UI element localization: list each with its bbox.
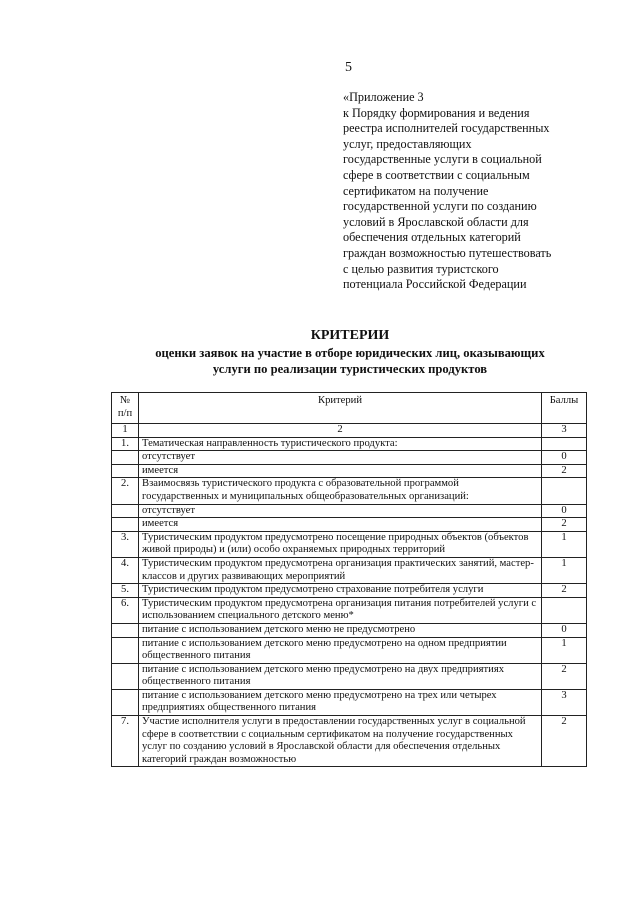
- row-score: 2: [542, 663, 587, 689]
- row-criterion: Туристическим продуктом предусмотрено страхование потребителя услуги: [139, 584, 542, 598]
- appendix-line: потенциала Российской Федерации: [343, 277, 527, 292]
- row-score: 0: [542, 623, 587, 637]
- col-index-criterion: 2: [139, 424, 542, 438]
- col-index-score: 3: [542, 424, 587, 438]
- row-criterion: Тематическая направленность туристического продукта:: [139, 437, 542, 451]
- row-score: 2: [542, 518, 587, 532]
- appendix-line: «Приложение 3: [343, 90, 424, 104]
- table-row: [112, 451, 587, 465]
- row-score: 1: [542, 557, 587, 583]
- header-criterion: Критерий: [139, 393, 542, 424]
- row-num: 3.: [112, 531, 139, 557]
- appendix-line: граждан возможностью путешествовать: [343, 245, 552, 260]
- row-criterion: Туристическим продуктом предусмотрена организация практических занятий, мастер-классов и других развивающих мероприятий: [139, 557, 542, 583]
- appendix-line: с целью развития туристского: [343, 261, 499, 276]
- row-criterion: Туристическим продуктом предусмотрена организация питания потребителей услуги с использованием специального детского меню*: [139, 597, 542, 623]
- table-row: [112, 716, 587, 767]
- row-criterion: питание с использованием детского меню предусмотрено на одном предприятии общественного питания: [139, 637, 542, 663]
- subtitle-line: услуги по реализации туристических продуктов: [212, 361, 488, 376]
- row-score: 1: [542, 531, 587, 557]
- table-row: [112, 689, 587, 715]
- table-row: [112, 464, 587, 478]
- row-num: [112, 689, 139, 715]
- table-row: [112, 623, 587, 637]
- row-score: 3: [542, 689, 587, 715]
- row-num: 5.: [112, 584, 139, 598]
- row-score: 2: [542, 464, 587, 478]
- row-num: [112, 518, 139, 532]
- row-score: [542, 597, 587, 623]
- column-index-row: [112, 424, 587, 438]
- row-criterion: отсутствует: [139, 451, 542, 465]
- row-criterion: отсутствует: [139, 504, 542, 518]
- row-num: [112, 623, 139, 637]
- row-num: 4.: [112, 557, 139, 583]
- row-num: [112, 504, 139, 518]
- row-num: 1.: [112, 437, 139, 451]
- row-num: [112, 451, 139, 465]
- row-num: [112, 663, 139, 689]
- row-criterion: питание с использованием детского меню не предусмотрено: [139, 623, 542, 637]
- document-title: КРИТЕРИИ: [310, 328, 390, 343]
- row-score: 0: [542, 451, 587, 465]
- appendix-line: условий в Ярославской области для: [343, 214, 529, 229]
- table-row: [112, 597, 587, 623]
- row-criterion: питание с использованием детского меню предусмотрено на трех или четырех предприятиях общественного питания: [139, 689, 542, 715]
- row-num: 6.: [112, 597, 139, 623]
- subtitle-line: оценки заявок на участие в отборе юридических лиц, оказывающих: [155, 346, 545, 360]
- row-criterion: Участие исполнителя услуги в предоставлении государственных услуг в социальной сфере в соответствии с социальным сертификатом на получение государственных услуг по созданию условий в Ярославской области для обеспечения отдельных категорий граждан возможностью: [139, 716, 542, 767]
- appendix-line: услуг, предоставляющих: [343, 136, 472, 151]
- row-num: [112, 637, 139, 663]
- appendix-line: государственной услуги по созданию: [343, 199, 537, 214]
- table-row: [112, 663, 587, 689]
- header-score: Баллы: [542, 393, 587, 424]
- appendix-line: обеспечения отдельных категорий: [343, 230, 521, 245]
- document-subtitle: [0, 346, 640, 377]
- table-row: [112, 584, 587, 598]
- appendix-line: государственные услуги в социальной: [343, 152, 542, 167]
- table-row: [112, 637, 587, 663]
- table-row: [112, 478, 587, 504]
- appendix-line: к Порядку формирования и ведения: [343, 105, 530, 120]
- table-row: [112, 518, 587, 532]
- appendix-line: реестра исполнителей государственных: [343, 121, 550, 136]
- appendix-line: сертификатом на получение: [343, 183, 489, 198]
- row-criterion: имеется: [139, 518, 542, 532]
- col-index-num: 1: [112, 424, 139, 438]
- row-num: 7.: [112, 716, 139, 767]
- row-score: 2: [542, 584, 587, 598]
- table-row: [112, 437, 587, 451]
- row-num: [112, 464, 139, 478]
- row-criterion: имеется: [139, 464, 542, 478]
- table-row: [112, 504, 587, 518]
- row-score: 2: [542, 716, 587, 767]
- header-num: № п/п: [112, 393, 139, 424]
- row-criterion: Туристическим продуктом предусмотрено посещение природных объектов (объектов живой природы) и (или) особо охраняемых природных территорий: [139, 531, 542, 557]
- row-num: 2.: [112, 478, 139, 504]
- page-number: 5: [345, 60, 352, 75]
- table-row: [112, 557, 587, 583]
- row-score: [542, 437, 587, 451]
- row-score: 1: [542, 637, 587, 663]
- table-row: [112, 531, 587, 557]
- row-criterion: питание с использованием детского меню предусмотрено на двух предприятиях общественного питания: [139, 663, 542, 689]
- table-header-row: [112, 393, 587, 424]
- appendix-line: сфере в соответствии с социальным: [343, 167, 530, 182]
- criteria-table: [111, 392, 587, 767]
- appendix-reference: [343, 90, 603, 293]
- row-score: [542, 478, 587, 504]
- row-score: 0: [542, 504, 587, 518]
- row-criterion: Взаимосвязь туристического продукта с образовательной программой государственных и муниципальных общеобразовательных организаций:: [139, 478, 542, 504]
